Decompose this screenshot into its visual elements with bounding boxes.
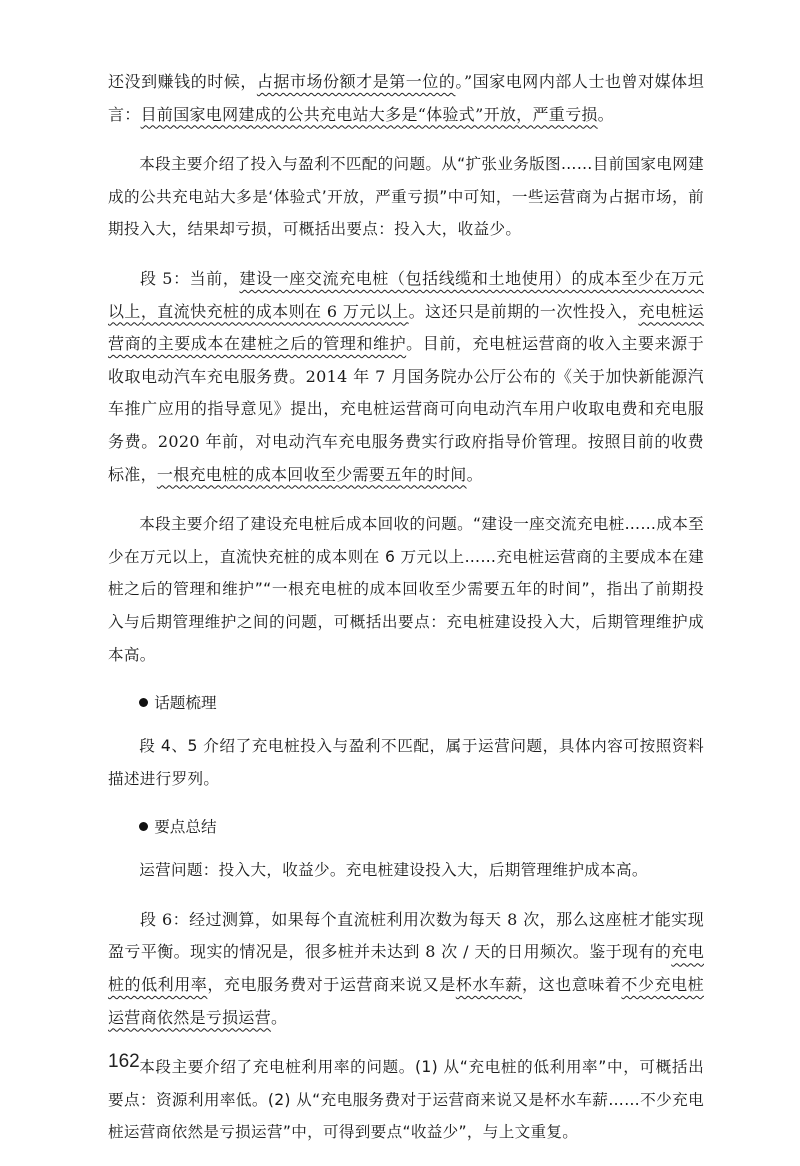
underlined-phrase: 目前国家电网建成的公共充电站大多是“体验式”开放，严重亏损 xyxy=(140,104,598,124)
topic-summary-paragraph: 段 4、5 介绍了充电桩投入与盈利不匹配，属于运营问题，具体内容可按照资料描述进行罗列。 xyxy=(108,737,704,788)
bullet-icon xyxy=(139,698,148,707)
underlined-phrase: 建设一座交流充电桩（包括线缆和土地使用）的成本至少在万元以上，直流快充桩的成本则在 6 万元以上 xyxy=(108,268,704,321)
points-summary-paragraph: 运营问题：投入大，收益少。充电桩建设投入大，后期管理维护成本高。 xyxy=(139,861,648,880)
paragraph-source-6: 段 6：经过测算，如果每个直流桩利用次数为每天 8 次，那么这座桩才能实现盈亏平衡。现实的情况是，很多桩并未达到 8 次 / 天的日用频次。鉴于现有的充电桩的低利用率，充电服务费对于运营商来说又是杯水车薪，这也意味着不少充电桩运营商依然是亏损运营。 xyxy=(108,909,704,1027)
underlined-phrase: 一根充电桩的成本回收至少需要五年的时间 xyxy=(156,464,467,484)
paragraph-source-continued: 还没到赚钱的时候，占据市场份额才是第一位的。”国家电网内部人士也曾对媒体坦言：目前国家电网建成的公共充电站大多是“体验式”开放，严重亏损。 xyxy=(108,72,705,124)
underlined-phrase: 不少充电桩运营商依然是亏损运营 xyxy=(108,975,704,1027)
underlined-phrase: 杯水车薪 xyxy=(455,975,523,995)
page-number: 162 xyxy=(108,1051,140,1072)
analysis-paragraph-2: 本段主要介绍了建设充电桩后成本回收的问题。“建设一座交流充电桩……成本至少在万元以上，直流快充桩的成本则在 6 万元以上……充电桩运营商的主要成本在建桩之后的管理和维护”“一根充电桩的成本回收至少需要五年的时间”，指出了前期投入与后期管理维护之间的问题，可概括出要点：充电桩建设投入大，后期管理维护成本高。 xyxy=(108,515,704,664)
paragraph-source-5: 段 5：当前，建设一座交流充电桩（包括线缆和土地使用）的成本至少在万元以上，直流快充桩的成本则在 6 万元以上。这还只是前期的一次性投入，充电桩运营商的主要成本在建桩之后的管理和维护。目前，充电桩运营商的收入主要来源于收取电动汽车充电服务费。2014 年 7 月国务院办公厅公布的《关于加快新能源汽车推广应用的指导意见》提出，充电桩运营商可向电动汽车用户收取电费和充电服务费。2020 年前，对电动汽车充电服务费实行政府指导价管理。按照目前的收费标准，一根充电桩的成本回收至少需要五年的时间。 xyxy=(108,268,705,484)
bullet-icon xyxy=(139,822,148,831)
analysis-paragraph-3: 本段主要介绍了充电桩利用率的问题。(1) 从“充电桩的低利用率”中，可概括出要点：资源利用率低。(2) 从“充电服务费对于运营商来说又是杯水车薪……不少充电桩运营商依然是亏损运营”中，可得到要点“收益少”，与上文重复。 xyxy=(108,1058,704,1142)
section-heading-topic: 话题梳理 xyxy=(108,688,704,718)
underlined-phrase: 占据市场份额才是第一位的 xyxy=(256,72,456,91)
page-body xyxy=(108,66,704,1166)
section-heading-points: 要点总结 xyxy=(108,812,704,842)
underlined-phrase: 充电桩运营商的主要成本在建桩之后的管理和维护 xyxy=(108,301,705,354)
underlined-phrase: 充电桩的低利用率 xyxy=(108,942,704,995)
analysis-paragraph-1: 本段主要介绍了投入与盈利不匹配的问题。从“扩张业务版图……目前国家电网建成的公共充电站大多是‘体验式’开放，严重亏损”中可知，一些运营商为占据市场，前期投入大，结果却亏损，可概括出要点：投入大，收益少。 xyxy=(108,155,704,239)
